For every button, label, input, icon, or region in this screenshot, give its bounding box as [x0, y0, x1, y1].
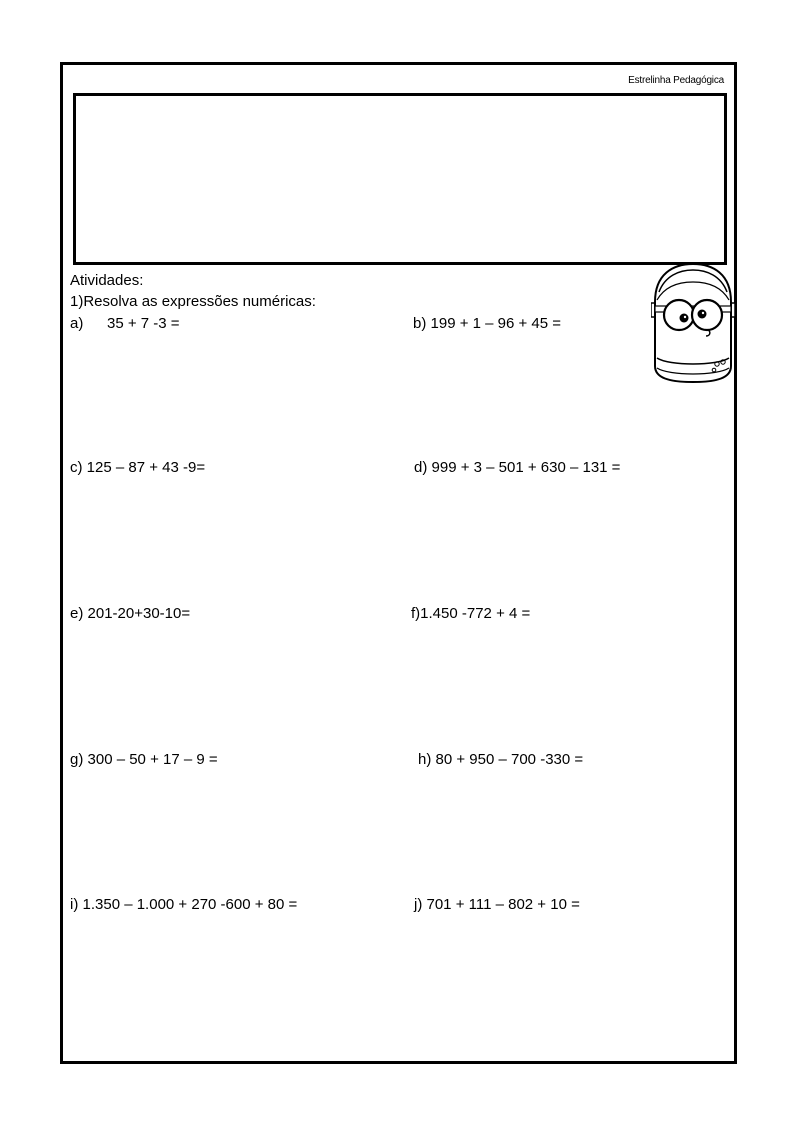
exercise-d: [414, 459, 620, 477]
exercise-f-expression: 1.450 -772 + 4 =: [420, 605, 531, 622]
exercise-b-label: b): [413, 315, 427, 332]
brand-label: Estrelinha Pedagógica: [628, 75, 724, 86]
instruction: 1)Resolva as expressões numéricas:: [70, 293, 316, 310]
exercise-i-label: i): [70, 896, 79, 913]
exercise-e-expression: 201-20+30-10=: [87, 605, 191, 622]
exercise-a-expression: 35 + 7 -3 =: [107, 315, 180, 332]
exercise-h-label: h): [418, 751, 432, 768]
exercise-b-expression: 199 + 1 – 96 + 45 =: [430, 315, 562, 332]
mascot-illustration: [651, 262, 735, 386]
header-box: [73, 93, 727, 265]
activities-title: Atividades:: [70, 272, 144, 289]
exercise-g-label: g): [70, 751, 84, 768]
exercise-i: [70, 896, 297, 914]
exercise-b: [413, 315, 561, 333]
exercise-i-expression: 1.350 – 1.000 + 270 -600 + 80 =: [82, 896, 298, 913]
exercise-f-label: f): [411, 605, 421, 622]
exercise-j-label: j): [414, 896, 423, 913]
exercise-h: [418, 751, 583, 769]
exercise-h-expression: 80 + 950 – 700 -330 =: [435, 751, 584, 768]
exercise-a-label: a): [70, 315, 84, 332]
exercise-f: [411, 605, 530, 623]
exercise-d-expression: 999 + 3 – 501 + 630 – 131 =: [431, 459, 621, 476]
exercise-e-label: e): [70, 605, 84, 622]
exercise-g: [70, 751, 218, 769]
exercise-j: [414, 896, 580, 914]
exercise-c-expression: 125 – 87 + 43 -9=: [86, 459, 206, 476]
exercise-c-label: c): [70, 459, 83, 476]
exercise-e: [70, 605, 190, 623]
exercise-j-expression: 701 + 111 – 802 + 10 =: [426, 896, 580, 913]
exercise-g-expression: 300 – 50 + 17 – 9 =: [87, 751, 218, 768]
exercise-c: [70, 459, 205, 477]
worksheet-frame: [60, 62, 737, 1064]
exercise-d-label: d): [414, 459, 428, 476]
